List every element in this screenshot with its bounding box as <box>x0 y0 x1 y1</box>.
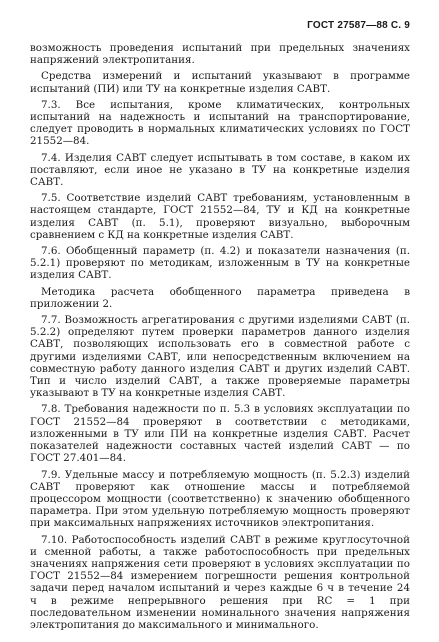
paragraph: Средства измерений и испытаний указывают в программе испытаний (ПИ) или ТУ на конкретные изделия САВТ. <box>30 70 410 95</box>
document-body <box>30 42 410 635</box>
paragraph: Методика расчета обобщенного параметра приведена в приложении 2. <box>30 285 410 310</box>
paragraph: 7.9. Удельные массу и потребляемую мощность (п. 5.2.3) изделий САВТ проверяют как отношение массы и потребляемой процессором мощности (соответственно) к значению обобщенного параметра. При этом удельную потребляемую мощность проверяют при максимальных напряжениях источников электропитания. <box>30 468 410 530</box>
paragraph: 7.4. Изделия САВТ следует испытывать в том составе, в каком их поставляют, если иное не указано в ТУ на конкретные изделия САВТ. <box>30 151 410 189</box>
paragraph: возможность проведения испытаний при предельных значениях напряжений электропитания. <box>30 42 410 67</box>
paragraph: 7.7. Возможность агрегатирования с другими изделиями САВТ (п. 5.2.2) определяют путем проверки параметров данного изделия САВТ, позволяющих использовать его в совместной работе с другими изделиями САВТ, или непосредственным включением на совместную работу данного изделия САВТ и других изделий САВТ. Тип и число изделий САВТ, а также проверяемые параметры указывают в ТУ на конкретные изделия САВТ. <box>30 314 410 400</box>
paragraph: 7.8. Требования надежности по п. 5.3 в условиях эксплуатации по ГОСТ 21552—84 проверяют в соответствии с методиками, изложенными в ТУ или ПИ на конкретные изделия САВТ. Расчет показателей надежности составных частей изделий САВТ — по ГОСТ 27.401—84. <box>30 403 410 465</box>
paragraph: 7.6. Обобщенный параметр (п. 4.2) и показатели назначения (п. 5.2.1) проверяют по методикам, изложенным в ТУ на конкретные изделия САВТ. <box>30 245 410 282</box>
page-header: ГОСТ 27587—88 С. 9 <box>307 20 410 31</box>
paragraph: 7.10. Работоспособность изделий САВТ в режиме круглосуточной и сменной работы, а также работоспособность при предельных значениях напряжения сети проверяют в условиях эксплуатации по ГОСТ 21552—84 измерением погрешности решения контрольной задачи перед началом испытаний и через каждые 6 ч в течение 24 ч в режиме непрерывного решения при RC = 1 при последовательном изменении номинального значения напряжения электропитания до максимального и минимального. <box>30 533 410 631</box>
paragraph: 7.5. Соответствие изделий САВТ требованиям, установленным в настоящем стандарте, ГОСТ 21552—84, ТУ и КД на конкретные изделия САВТ (п. 5.1), проверяют визуально, выборочным сравнением с КД на конкретные изделия САВТ. <box>30 192 410 241</box>
paragraph: 7.3. Все испытания, кроме климатических, контрольных испытаний на надежность и испытаний на транспортирование, следует проводить в нормальных климатических условиях по ГОСТ 21552—84. <box>30 98 410 148</box>
